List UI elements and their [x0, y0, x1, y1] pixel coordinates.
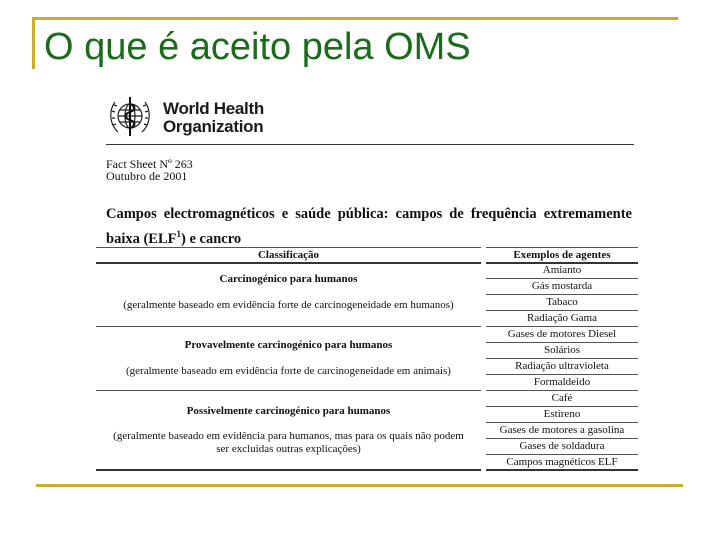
classification-table: [96, 247, 641, 472]
agent-item: Amianto: [542, 264, 582, 276]
classification-note-line1: (geralmente baseado em evidência para humanos, mas para os quais não podem: [113, 430, 464, 442]
table-rule: [486, 422, 638, 423]
table-rule: [486, 374, 638, 375]
table-rule: [486, 454, 638, 455]
agent-item: Formaldeido: [533, 376, 591, 388]
agent-item: Radiação ultravioleta: [515, 360, 609, 372]
agent-item: Radiação Gama: [527, 312, 597, 324]
fact-sheet-number: Fact Sheet Nº 263: [106, 157, 193, 171]
organization-name-line2: Organization: [163, 117, 264, 136]
frame-bottom-line: [36, 484, 683, 487]
classification-label: Provavelmente carcinogénico para humanos: [184, 339, 393, 351]
frame-left-line: [32, 17, 35, 69]
table-rule: [486, 342, 638, 343]
table-rule: [486, 326, 638, 327]
classification-note: (geralmente baseado em evidência forte de carcinogeneidade em animais): [126, 365, 451, 377]
table-rule: [486, 358, 638, 359]
organization-name: [163, 100, 264, 136]
table-rule: [96, 262, 481, 264]
table-rule: [486, 406, 638, 407]
table-rule: [96, 469, 481, 471]
agent-item: Gás mostarda: [531, 280, 593, 292]
table-rule: [96, 326, 481, 327]
table-rule: [486, 469, 638, 471]
table-rule: [486, 294, 638, 295]
table-rule: [96, 390, 481, 391]
heading-text: Campos electromagnéticos e saúde pública: campos de frequência extremamente baixa (ELF: [106, 206, 632, 247]
header-divider: [106, 144, 634, 145]
classification-note: (geralmente baseado em evidência forte de carcinogeneidade em humanos): [123, 299, 454, 311]
agent-item: Café: [551, 392, 573, 404]
agent-item: Gases de motores a gasolina: [499, 424, 625, 436]
table-rule: [486, 278, 638, 279]
agent-item: Estireno: [543, 408, 581, 420]
agent-item: Campos magnéticos ELF: [506, 456, 618, 468]
who-emblem-icon: [106, 94, 154, 140]
agent-item: Gases de motores Diesel: [507, 328, 617, 340]
column-header-classification: Classificação: [257, 249, 320, 261]
organization-name-line1: World Health: [163, 99, 264, 118]
frame-top-line: [32, 17, 678, 20]
fact-sheet-date: Outubro de 2001: [106, 169, 188, 183]
table-rule: [486, 438, 638, 439]
classification-note-line2: ser excluidas outras explicações): [216, 443, 361, 455]
agent-item: Solários: [543, 344, 581, 356]
agent-item: Tabaco: [546, 296, 578, 308]
document-heading: [106, 204, 632, 249]
table-rule: [96, 247, 481, 248]
slide-title: O que é aceito pela OMS: [44, 26, 471, 68]
classification-label: Possivelmente carcinogénico para humanos: [186, 405, 391, 417]
classification-label: Carcinogénico para humanos: [219, 273, 358, 285]
agent-item: Gases de soldadura: [519, 440, 605, 452]
heading-text-end: ) e cancro: [181, 230, 242, 247]
heading-footnote-ref: 1: [176, 229, 181, 239]
table-rule: [486, 310, 638, 311]
fact-sheet-info: [106, 158, 193, 182]
table-rule: [486, 247, 638, 248]
fact-sheet-document: [96, 92, 646, 472]
table-rule: [486, 390, 638, 391]
column-header-agents: Exemplos de agentes: [513, 249, 611, 261]
